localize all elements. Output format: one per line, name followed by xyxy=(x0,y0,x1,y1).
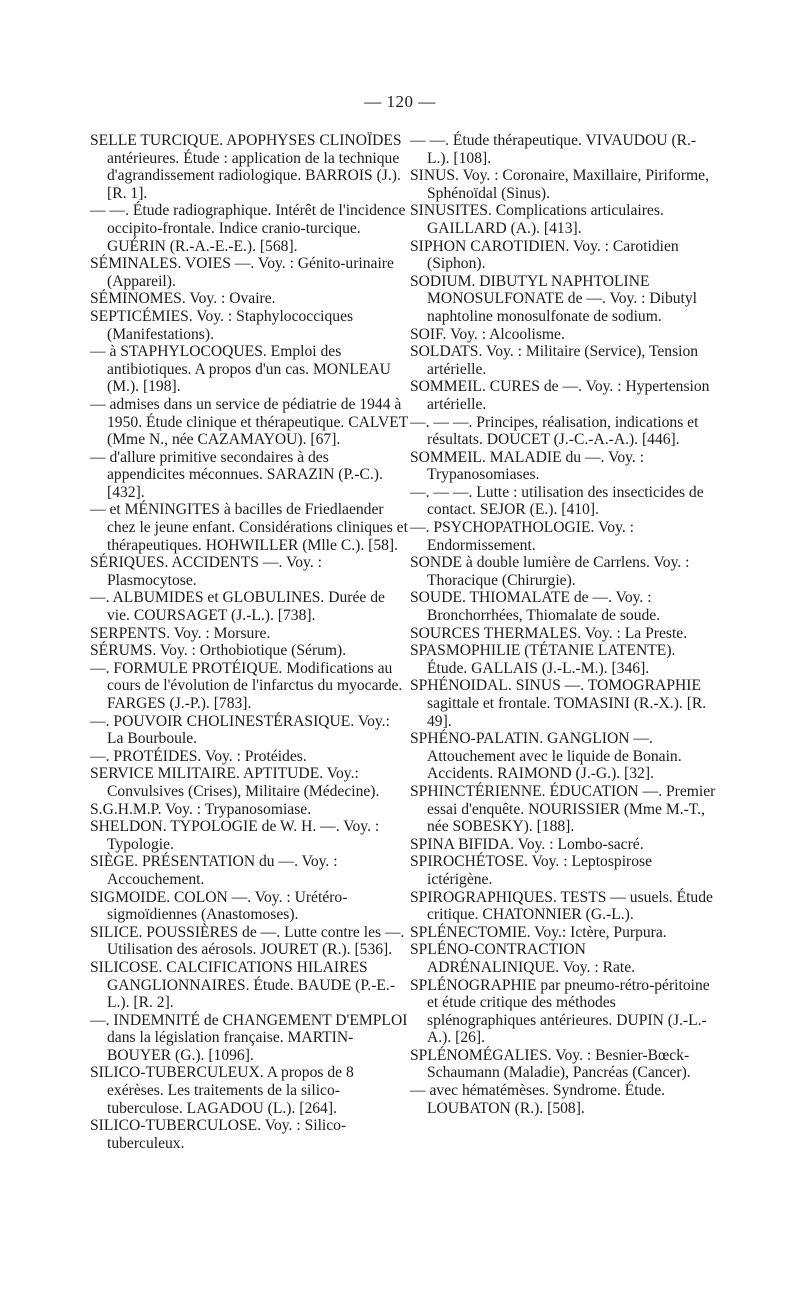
index-entry: SPASMOPHILIE (TÉTANIE LATENTE). Étude. GALLAIS (J.-L.-M.). [346]. xyxy=(410,642,676,677)
index-entry: SPLÉNECTOMIE. Voy.: Ictère, Purpura. xyxy=(410,923,667,941)
index-entry: — et MÉNINGITES à bacilles de Friedlaender chez le jeune enfant. Considérations cliniques et thérapeutiques. HOHWILLER (Mlle C.). [58]. xyxy=(90,501,408,554)
index-entry: SPIROGRAPHIQUES. TESTS — usuels. Étude critique. CHATONNIER (G.-L.). xyxy=(410,888,713,924)
index-entry: SOMMEIL. MALADIE du —. Voy. : Trypanosomiases. xyxy=(410,448,645,484)
index-entry: SPHINCTÉRIENNE. ÉDUCATION —. Premier essai d'enquête. NOURISSIER (Mme M.-T., née SOBESKY). [188]. xyxy=(410,782,716,836)
index-entry: —. PROTÉIDES. Voy. : Protéides. xyxy=(90,747,307,765)
index-entry: — à STAPHYLOCOQUES. Emploi des antibiotiques. A propos d'un cas. MONLEAU (M.). [198]. xyxy=(90,343,391,396)
index-entry: SPIROCHÉTOSE. Voy. : Leptospirose ictérigène. xyxy=(410,853,653,888)
index-entry: SOIF. Voy. : Alcoolisme. xyxy=(410,325,565,343)
index-entry: SERVICE MILITAIRE. APTITUDE. Voy.: Convulsives (Crises), Militaire (Médecine). xyxy=(90,765,380,800)
index-entry: SÉRIQUES. ACCIDENTS —. Voy. : Plasmocytose. xyxy=(90,554,322,589)
index-entry: SODIUM. DIBUTYL NAPHTOLINE MONOSULFONATE de —. Voy. : Dibutyl naphtoline monosulfonate de sodium. xyxy=(410,272,698,325)
index-entry: SPINA BIFIDA. Voy. : Lombo-sacré. xyxy=(410,835,644,853)
index-entry: — —. Étude thérapeutique. VIVAUDOU (R.-L.). [108]. xyxy=(410,132,697,167)
index-entry: —. ALBUMIDES et GLOBULINES. Durée de vie. COURSAGET (J.-L.). [738]. xyxy=(90,589,385,625)
index-entry: SILICE. POUSSIÈRES de —. Lutte contre les —. Utilisation des aérosols. JOURET (R.). [536]. xyxy=(90,923,405,959)
index-column-left xyxy=(90,132,408,1152)
index-entry: SILICO-TUBERCULEUX. A propos de 8 exérèses. Les traitements de la silico-tuberculose. LAGADOU (L.). [264]. xyxy=(90,1064,354,1117)
index-entry: SÉRUMS. Voy. : Orthobiotique (Sérum). xyxy=(90,642,347,660)
index-entry: SINUS. Voy. : Coronaire, Maxillaire, Piriforme, Sphénoïdal (Sinus). xyxy=(410,167,709,202)
index-entry: —. PSYCHOPATHOLOGIE. Voy. : Endormissement. xyxy=(410,519,634,554)
index-entry: —. INDEMNITÉ de CHANGEMENT D'EMPLOI dans la législation française. MARTIN-BOUYER (G.). [1096]. xyxy=(90,1011,408,1064)
index-entry: SÉMINALES. VOIES —. Voy. : Génito-urinaire (Appareil). xyxy=(90,255,394,290)
index-entry: — d'allure primitive secondaires à des appendicites méconnues. SARAZIN (P.-C.). [432]. xyxy=(90,448,383,501)
index-entry: SOUDE. THIOMALATE de —. Voy. : Bronchorrhées, Thiomalate de soude. xyxy=(410,589,661,625)
index-entry: SILICO-TUBERCULOSE. Voy. : Silico-tuberculeux. xyxy=(90,1117,347,1152)
index-entry: SPLÉNO-CONTRACTION ADRÉNALINIQUE. Voy. : Rate. xyxy=(410,941,636,976)
index-column-right xyxy=(410,132,718,1117)
index-entry: — avec hématémèses. Syndrome. Étude. LOUBATON (R.). [508]. xyxy=(410,1082,666,1117)
index-entry: SILICOSE. CALCIFICATIONS HILAIRES GANGLIONNAIRES. Étude. BAUDE (P.-E.-L.). [R. 2]. xyxy=(90,958,396,1012)
index-entry: — admises dans un service de pédiatrie de 1944 à 1950. Étude clinique et thérapeutique. CALVET (Mme N., née CAZAMAYOU). [67]. xyxy=(90,395,408,449)
index-entry: SOMMEIL. CURES de —. Voy. : Hypertension artérielle. xyxy=(410,378,710,413)
index-entry: —. FORMULE PROTÉIQUE. Modifications au cours de l'évolution de l'infarctus du myocarde. FARGES (J.-P.). [783]. xyxy=(90,659,403,712)
index-entry: SHELDON. TYPOLOGIE de W. H. —. Voy. : Typologie. xyxy=(90,818,380,853)
index-entry: SIÈGE. PRÉSENTATION du —. Voy. : Accouchement. xyxy=(90,853,338,888)
index-entry: SOURCES THERMALES. Voy. : La Preste. xyxy=(410,624,688,642)
index-entry: SONDE à double lumière de Carrlens. Voy. : Thoracique (Chirurgie). xyxy=(410,554,690,589)
index-entry: SOLDATS. Voy. : Militaire (Service), Tension artérielle. xyxy=(410,343,699,378)
index-entry: SIPHON CAROTIDIEN. Voy. : Carotidien (Siphon). xyxy=(410,237,679,273)
index-entry: SÉMINOMES. Voy. : Ovaire. xyxy=(90,290,276,308)
index-entry: SERPENTS. Voy. : Morsure. xyxy=(90,624,271,642)
index-entry: —. POUVOIR CHOLINESTÉRASIQUE. Voy.: La Bourboule. xyxy=(90,712,390,748)
index-entry: SPHÉNO-PALATIN. GANGLION —. Attouchement avec le liquide de Bonain. Accidents. RAIMOND (J.-G.). [32]. xyxy=(410,730,682,783)
index-entry: SEPTICÉMIES. Voy. : Staphylococciques (Manifestations). xyxy=(90,307,354,343)
index-entry: SINUSITES. Complications articulaires. GAILLARD (A.). [413]. xyxy=(410,202,664,237)
index-entry: SPHÉNOIDAL. SINUS —. TOMOGRAPHIE sagittale et frontale. TOMASINI (R.-X.). [R. 49]. xyxy=(410,677,707,730)
index-entry: —. — —. Principes, réalisation, indications et résultats. DOUCET (J.-C.-A.-A.). [446]. xyxy=(410,413,699,449)
index-entry: SPLÉNOGRAPHIE par pneumo-rétro-péritoine et étude critique des méthodes splénographiques antérieures. DUPIN (J.-L.-A.). [26]. xyxy=(410,976,710,1047)
index-entry: —. — —. Lutte : utilisation des insecticides de contact. SEJOR (E.). [410]. xyxy=(410,483,704,519)
index-entry: SELLE TURCIQUE. APOPHYSES CLINOÏDES antérieures. Étude : application de la technique d'agrandissement radiologique. BARROIS (J.). [R. 1]. xyxy=(90,132,402,202)
index-entry: SIGMOIDE. COLON —. Voy. : Urétéro-sigmoïdiennes (Anastomoses). xyxy=(90,888,348,924)
index-entry: S.G.H.M.P. Voy. : Trypanosomiase. xyxy=(90,800,312,818)
page-number: — 120 — xyxy=(364,92,436,111)
index-entry: SPLÉNOMÉGALIES. Voy. : Besnier-Bœck-Schaumann (Maladie), Pancréas (Cancer). xyxy=(410,1046,691,1082)
index-entry: — —. Étude radiographique. Intérêt de l'incidence occipito-frontale. Indice cranio-turcique. GUÉRIN (R.-A.-E.-E.). [568]. xyxy=(90,202,406,255)
